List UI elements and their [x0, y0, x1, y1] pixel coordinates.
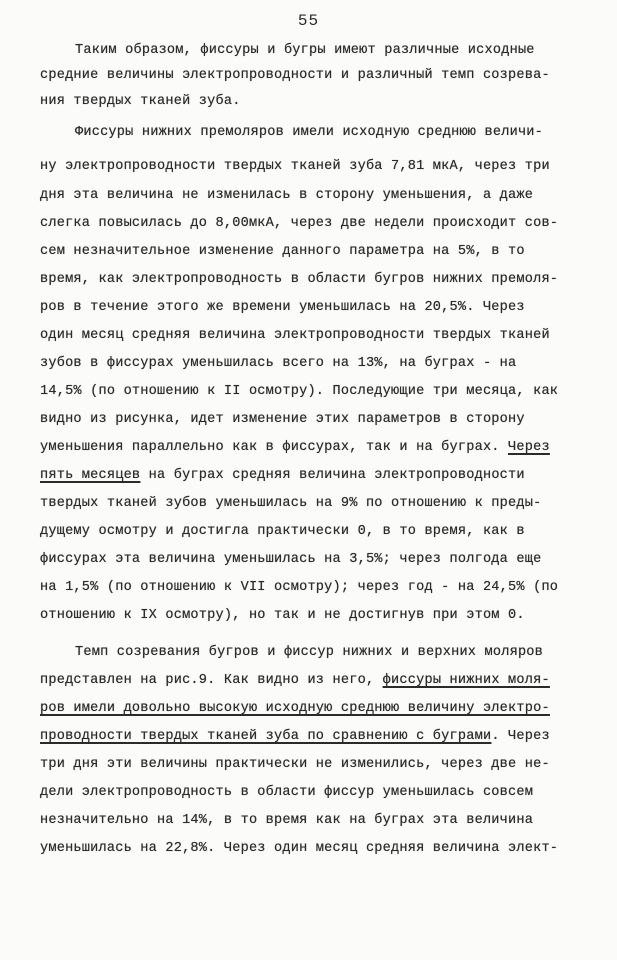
text-line: проводности твердых тканей зуба по сравнению с буграми. Через — [40, 729, 550, 744]
text-line: отношению к IX осмотру), но так и не достигнув при этом 0. — [40, 608, 525, 623]
underlined-text: фиссуры нижних моля- — [382, 673, 550, 688]
text-line — [40, 701, 617, 716]
text-line: уменьшения параллельно как в фиссурах, так и на буграх. Через — [40, 440, 550, 455]
text-line: видно из рисунка, идет изменение этих параметров в сторону — [40, 412, 525, 427]
text-line: твердых тканей зубов уменьшилась на 9% по отношению к преды- — [40, 496, 542, 511]
text-line: уменьшилась на 22,8%. Через один месяц средняя величина элект- — [40, 841, 559, 856]
text-line: ров в течение этого же времени уменьшилась на 20,5%. Через — [40, 300, 525, 315]
underlined-text: ров имели довольно высокую исходную среднюю величину электро- — [40, 701, 550, 716]
text-line: на 1,5% (по отношению к VII осмотру); через год - на 24,5% (по — [40, 580, 559, 595]
text-line: слегка повысилась до 8,00мкА, через две недели происходит сов- — [40, 216, 559, 231]
text-line: дели электропроводность в области фиссур уменьшилась совсем — [40, 785, 534, 800]
text-line: пять месяцев на буграх средняя величина электропроводности — [40, 468, 525, 483]
text-line: дня эта величина не изменилась в сторону уменьшения, а даже — [40, 188, 534, 203]
text-line: ну электропроводности твердых тканей зуба 7,81 мкА, через три — [40, 159, 550, 174]
underlined-text: проводности твердых тканей зуба по сравнению с буграми — [40, 729, 492, 744]
text-line: 14,5% (по отношению к II осмотру). Последующие три месяца, как — [40, 384, 559, 399]
text-line: ния твердых тканей зуба. — [40, 94, 241, 109]
underlined-text: пять месяцев — [40, 468, 141, 483]
text-line: зубов в фиссурах уменьшилась всего на 13%, на буграх - на — [40, 356, 517, 371]
text-line: представлен на рис.9. Как видно из него, фиссуры нижних моля- — [40, 673, 550, 688]
text-line: незначительно на 14%, в то время как на буграх эта величина — [40, 813, 534, 828]
text-line: время, как электропроводность в области бугров нижних премоля- — [40, 272, 559, 287]
page-number: 55 — [297, 12, 320, 30]
text-line: Темп созревания бугров и фиссур нижних и верхних моляров — [75, 645, 544, 660]
text-line: сем незначительное изменение данного параметра на 5%, в то — [40, 244, 525, 259]
text-line: фиссурах эта величина уменьшилась на 3,5%; через полгода еще — [40, 552, 542, 567]
text-line: дущему осмотру и достигла практически 0, в то время, как в — [40, 524, 525, 539]
text-line: Таким образом, фиссуры и бугры имеют различные исходные — [75, 43, 535, 58]
text-line: Фиссуры нижних премоляров имели исходную среднюю величи- — [75, 125, 544, 140]
text-line: один месяц средняя величина электропроводности твердых тканей — [40, 328, 550, 343]
text-line: средние величины электропроводности и различный темп созрева- — [40, 68, 550, 83]
text-line: три дня эти величины практически не изменились, через две не- — [40, 757, 550, 772]
underlined-text: Через — [508, 440, 550, 455]
